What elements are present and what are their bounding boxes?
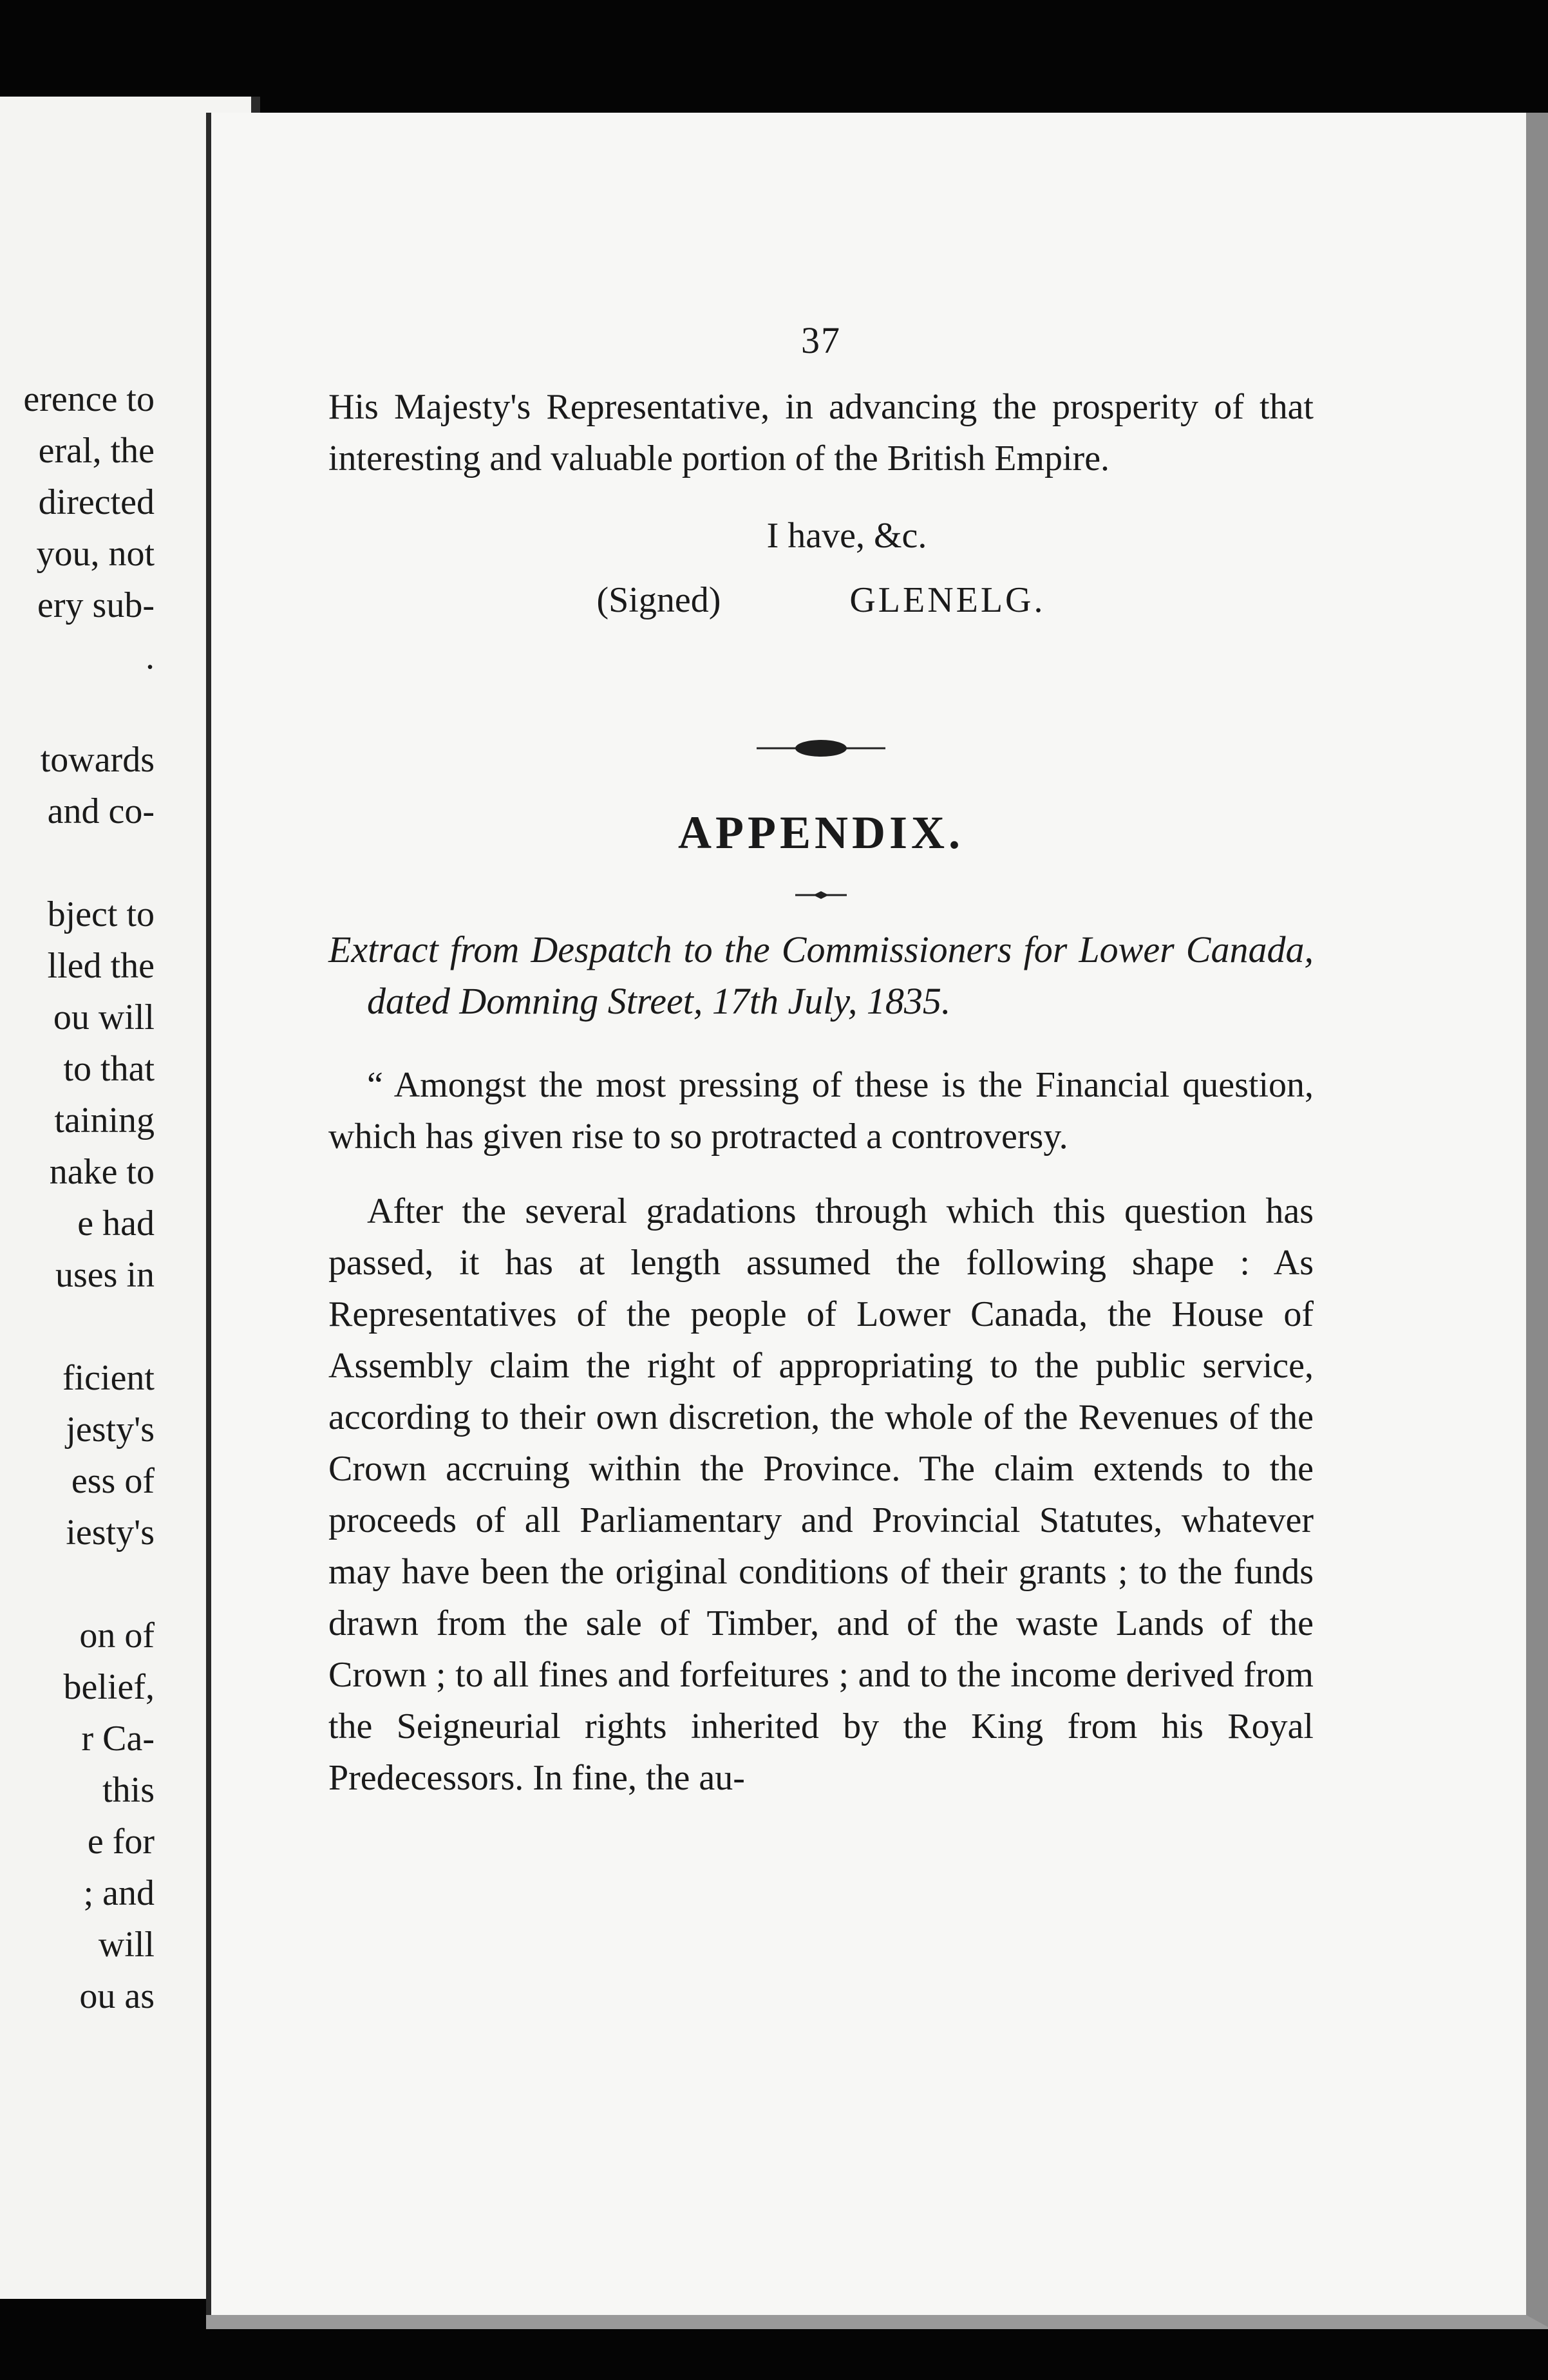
facing-page-line: to that <box>63 1049 155 1089</box>
facing-page-line: directed <box>38 482 155 522</box>
facing-page-line: on of <box>79 1616 155 1656</box>
facing-page-line: towards <box>40 740 155 780</box>
facing-page-line: ess of <box>71 1461 155 1501</box>
facing-page-line: e for <box>87 1822 155 1862</box>
facing-page-line: belief, <box>63 1667 155 1707</box>
ornament-divider <box>328 735 1314 761</box>
extract-heading: Extract from Despatch to the Commissioners for Lower Canada, dated Domning Street, 17th July, 1835. <box>328 929 1314 1022</box>
facing-page-line: bject to <box>47 894 155 934</box>
facing-page-line: ficient <box>62 1358 155 1398</box>
quoted-text <box>328 1059 1314 1804</box>
opening-paragraph: His Majesty's Representative, in advancing the prosperity of that interesting and valuable portion of the British Empire. <box>328 387 1314 478</box>
signed-label: (Signed) <box>596 580 721 620</box>
facing-page-line: ou as <box>79 1976 155 2016</box>
facing-page-line: will <box>98 1925 155 1965</box>
small-ornament <box>328 885 1314 905</box>
facing-page-line: e had <box>77 1204 155 1243</box>
paragraph-financial-question: “ Amongst the most pressing of these is the Financial question, which has given rise to so protracted a controversy. <box>328 1065 1314 1157</box>
facing-page-line: ou will <box>53 997 155 1037</box>
facing-page-line: nake to <box>49 1152 155 1192</box>
facing-page-line: r Ca- <box>81 1719 155 1759</box>
facing-page-line: taining <box>54 1100 155 1140</box>
facing-page-line: uses in <box>55 1255 155 1295</box>
diamond-ornament-icon <box>795 885 847 905</box>
flourish-ornament-icon <box>757 735 885 761</box>
page-number: 37 <box>801 319 841 361</box>
paragraph-assembly-claim: After the several gradations through which this question has passed, it has at length assumed the following shape : As Representatives of the people of Lower Canada, the House of Assembly claim the right of appropriating to the public service, according to their own discretion, the whole of the Revenues of the Crown accruing within the Province. The claim extends to the proceeds of all Parliamentary and Provincial Statutes, whatever may have been the original conditions of their grants ; to the funds drawn from the sale of Timber, and of the waste Lands of the Crown ; to all fines and forfeitures ; and to the income derived from the Seigneurial rights inherited by the King from his Royal Predecessors. In fine, the au- <box>328 1191 1314 1798</box>
book-page <box>206 113 1548 2329</box>
facing-page-line: you, not <box>36 534 155 574</box>
facing-page-line: and co- <box>47 791 155 831</box>
facing-page-line: this <box>102 1770 155 1810</box>
facing-page-line: erence to <box>23 379 155 419</box>
facing-page-line: ; and <box>83 1873 155 1913</box>
signature-line <box>328 574 1314 626</box>
facing-page-line: ery sub- <box>37 585 155 625</box>
facing-page-line: lled the <box>47 946 155 986</box>
page-content <box>328 319 1314 1804</box>
signer-name: GLENELG. <box>849 580 1046 620</box>
facing-page-line: eral, the <box>38 431 155 471</box>
facing-page-line: . <box>146 637 155 677</box>
appendix-heading: APPENDIX. <box>678 807 964 858</box>
letter-closing: I have, &c. <box>766 516 927 556</box>
facing-page-line: iesty's <box>66 1513 155 1553</box>
facing-page-line: jesty's <box>66 1410 155 1450</box>
